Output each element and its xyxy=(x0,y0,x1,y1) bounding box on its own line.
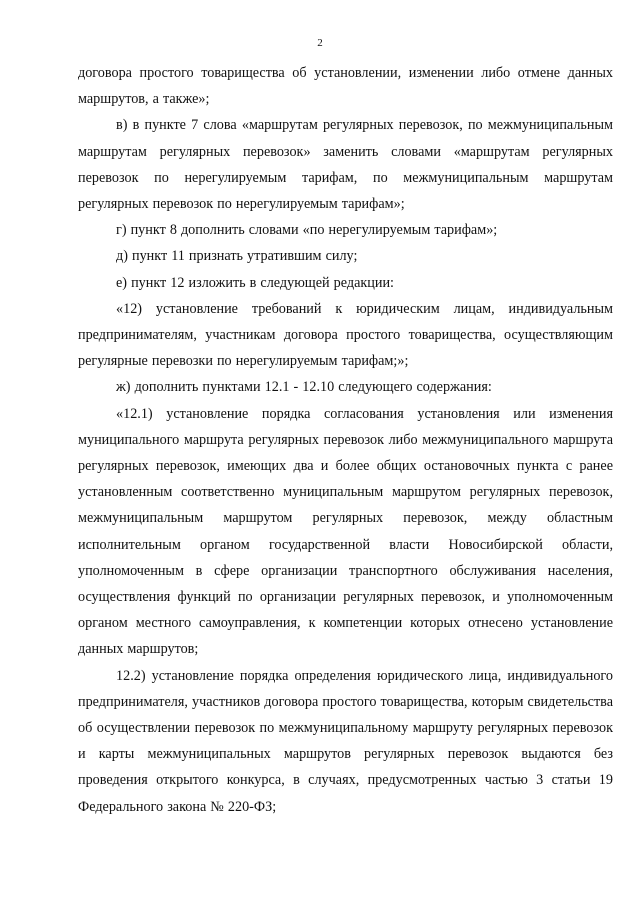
page-number: 2 xyxy=(317,37,323,49)
paragraph: «12.1) установление порядка согласования установления или изменения муниципального маршрута регулярных перевозок либо межмуниципального маршрута регулярных перевозок, имеющих два и более общих остановочных пункта с ранее установленным соответственно муниципальным маршрутом регулярных перевозок, межмуниципальным маршрутом регулярных перевозок, между областным исполнительным органом государственной власти Новосибирской области, уполномоченным в сфере организации транспортного обслуживания населения, осуществления функций по организации регулярных перевозок, и уполномоченным органом местного самоуправления, к компетенции которых отнесено установление данных маршрутов; xyxy=(78,405,613,658)
paragraph: е) пункт 12 изложить в следующей редакции: xyxy=(116,274,394,291)
document-body xyxy=(78,60,613,820)
paragraph: ж) дополнить пунктами 12.1 - 12.10 следующего содержания: xyxy=(116,379,492,396)
paragraph: «12) установление требований к юридическим лицам, индивидуальным предпринимателям, участникам договора простого товарищества, осуществляющим регулярные перевозки по нерегулируемым тарифам;»; xyxy=(78,300,613,370)
paragraph: 12.2) установление порядка определения юридического лица, индивидуального предпринимателя, участников договора простого товарищества, которым свидетельства об осуществлении перевозок по межмуниципальному маршруту регулярных перевозок и карты межмуниципальных маршрутов регулярных перевозок выдаются без проведения открытого конкурса, в случаях, предусмотренных частью 3 статьи 19 Федерального закона № 220-ФЗ; xyxy=(78,667,613,815)
paragraph: д) пункт 11 признать утратившим силу; xyxy=(116,248,358,265)
paragraph: в) в пункте 7 слова «маршрутам регулярных перевозок, по межмуниципальным маршрутам регулярных перевозок» заменить словами «маршрутам регулярных перевозок по нерегулируемым тарифам, по межмуниципальным маршрутам регулярных перевозок по нерегулируемым тарифам»; xyxy=(78,117,613,213)
paragraph: г) пункт 8 дополнить словами «по нерегулируемым тарифам»; xyxy=(116,222,498,239)
paragraph: договора простого товарищества об установлении, изменении либо отмене данных маршрутов, а также»; xyxy=(78,65,613,108)
